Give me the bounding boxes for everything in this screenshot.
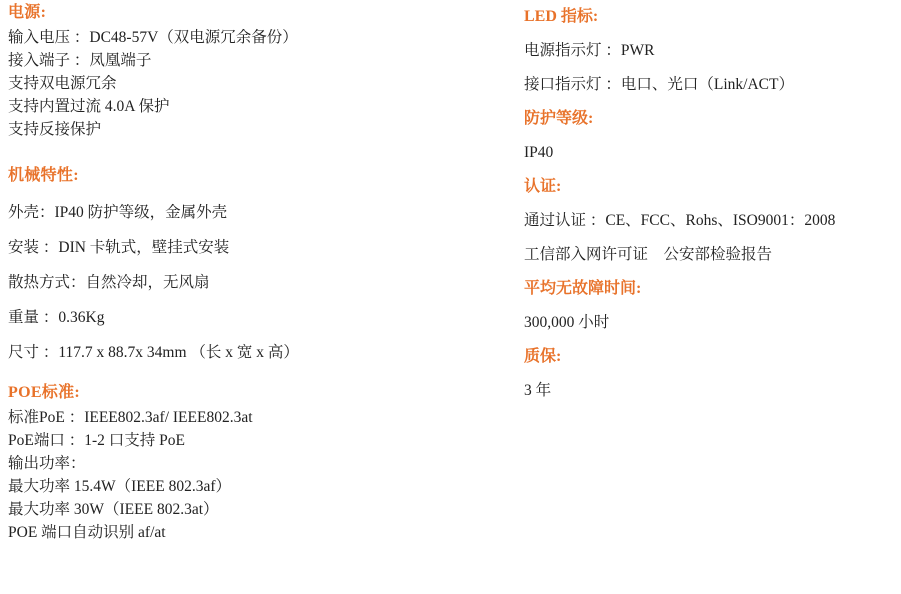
poe-line-5: 最大功率 30W（IEEE 802.3at） — [8, 501, 219, 518]
mechanical-line-4: 重量 ：0.36Kg — [8, 309, 105, 326]
power-line-2: 接入端子 ：凤凰端子 — [8, 52, 152, 69]
poe-line-1: 标准PoE ：IEEE802.3af/ IEEE802.3at — [8, 409, 253, 426]
poe-heading: POE标准: — [8, 384, 81, 401]
poe-section — [8, 380, 508, 544]
mechanical-section — [8, 157, 508, 370]
certification-line-1: 通过认证 ：CE、FCC、Rohs、ISO9001：2008 — [524, 212, 836, 229]
power-line-4: 支持内置过流 4.0A 保护 — [8, 98, 170, 115]
power-section — [8, 0, 508, 141]
mechanical-line-5: 尺寸 ：117.7 x 88.7x 34mm （长 x 宽 x 高） — [8, 344, 299, 361]
protection-section — [524, 102, 894, 170]
power-line-1: 输入电压 ：DC48-57V（双电源冗余备份） — [8, 29, 298, 46]
protection-line-1: IP40 — [524, 144, 554, 161]
poe-line-4: 最大功率 15.4W（IEEE 802.3af） — [8, 478, 231, 495]
certification-line-2: 工信部入网许可证 公安部检验报告 — [524, 246, 773, 263]
mtbf-section — [524, 272, 894, 340]
mechanical-heading: 机械特性: — [8, 167, 79, 184]
mechanical-line-3: 散热方式：自然冷却，无风扇 — [8, 274, 210, 291]
power-heading: 电源: — [8, 4, 47, 21]
power-line-3: 支持双电源冗余 — [8, 75, 117, 92]
led-heading: LED 指标: — [524, 8, 599, 25]
warranty-heading: 质保: — [524, 348, 562, 365]
led-section — [524, 0, 894, 102]
led-line-1: 电源指示灯 ：PWR — [524, 42, 655, 59]
right-column — [524, 0, 894, 408]
mechanical-line-1: 外壳：IP40 防护等级，金属外壳 — [8, 204, 228, 221]
poe-line-6: POE 端口自动识别 af/at — [8, 524, 166, 541]
protection-heading: 防护等级: — [524, 110, 594, 127]
mtbf-line-1: 300,000 小时 — [524, 314, 610, 331]
certification-section — [524, 170, 894, 272]
led-line-2: 接口指示灯 ：电口、光口（Link/ACT） — [524, 76, 794, 93]
mechanical-line-2: 安装 ：DIN 卡轨式，壁挂式安装 — [8, 239, 230, 256]
certification-heading: 认证: — [524, 178, 562, 195]
power-line-5: 支持反接保护 — [8, 121, 102, 138]
spacer-power-mechanical — [8, 141, 508, 157]
warranty-section — [524, 340, 894, 408]
poe-line-3: 输出功率： — [8, 455, 86, 472]
left-column — [8, 0, 508, 544]
mtbf-heading: 平均无故障时间: — [524, 280, 642, 297]
spacer-mechanical-poe — [8, 370, 508, 380]
poe-line-2: PoE端口 ：1-2 口支持 PoE — [8, 432, 185, 449]
warranty-line-1: 3 年 — [524, 382, 552, 399]
